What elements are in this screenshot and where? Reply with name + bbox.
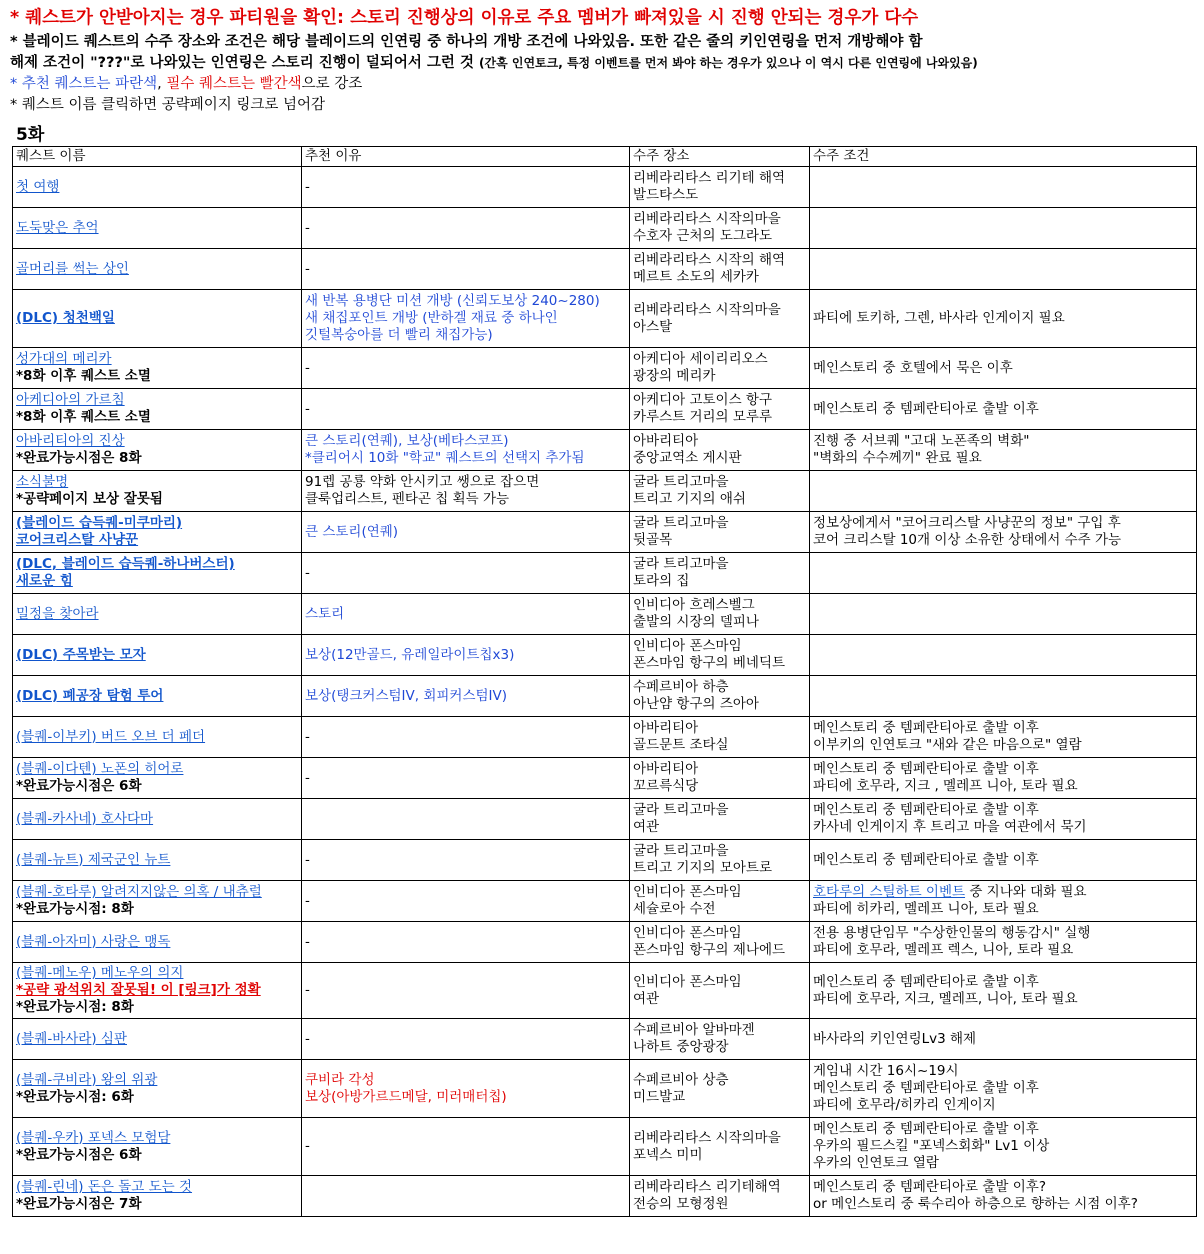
condition-line: 메인스토리 중 템페란티아로 출발 이후: [813, 761, 1039, 777]
location-cell: [630, 348, 810, 389]
reason-line: 쿠비라 각성: [305, 1071, 375, 1088]
quest-name-cell: [13, 553, 302, 594]
quest-table: [12, 146, 1197, 1217]
reason-line: -: [305, 1030, 310, 1047]
quest-note: *완료가능시점은 6화: [16, 1146, 142, 1163]
location-line: 굴라 트리고마을: [633, 843, 729, 859]
table-row: [13, 922, 1197, 963]
quest-name-link-line2[interactable]: 코어크리스탈 사냥꾼: [16, 532, 139, 548]
reason-cell: [302, 512, 630, 553]
location-line: 아케디아 고토이스 항구: [633, 392, 772, 408]
condition-text: 중 지나와 대화 필요: [965, 884, 1087, 900]
location-line: 아바리티아: [633, 433, 699, 449]
reason-line: 보상(12만골드, 유레일라이트칩x3): [305, 646, 515, 663]
quest-name-link[interactable]: 아케디아의 가르침: [16, 392, 125, 408]
quest-name-cell: [13, 1176, 302, 1217]
location-cell: [630, 758, 810, 799]
table-row: [13, 881, 1197, 922]
reason-cell: [302, 758, 630, 799]
reason-cell: [302, 635, 630, 676]
quest-name-cell: [13, 1118, 302, 1176]
location-cell: [630, 840, 810, 881]
legend-comma: ,: [157, 76, 167, 92]
condition-line: 진행 중 서브퀘 "고대 노폰족의 벽화": [813, 433, 1030, 449]
table-body: [13, 167, 1197, 1217]
condition-line: 우카의 인연토크 열람: [813, 1155, 939, 1171]
quest-name-cell: [13, 963, 302, 1019]
quest-note: *완료가능시점은 7화: [16, 1196, 142, 1212]
quest-name-link[interactable]: (블퀘-이부키) 버드 오브 더 페더: [16, 728, 206, 745]
location-line: 굴라 트리고마을: [633, 802, 729, 818]
header-location: 수주 장소: [630, 147, 810, 167]
location-line: 인비디아 흐레스벨그: [633, 597, 755, 613]
quest-name-link[interactable]: 아바리티아의 진상: [16, 433, 125, 449]
table-row: [13, 963, 1197, 1019]
table-row: [13, 799, 1197, 840]
quest-note: *완료가능시점은 6화: [16, 778, 142, 794]
quest-name-link[interactable]: (DLC) 폐공장 탐험 투어: [16, 687, 164, 704]
reason-cell: [302, 676, 630, 717]
location-line: 수페르비아 상층: [633, 1071, 729, 1088]
condition-line: 파티에 히카리, 멜레프 니아, 토라 필요: [813, 901, 1039, 917]
legend-suffix: 으로 강조: [301, 76, 363, 92]
condition-cell: [810, 676, 1197, 717]
quest-note: *공략페이지 보상 잘못됨: [16, 491, 163, 507]
quest-name-cell: [13, 348, 302, 389]
reason-cell: [302, 1019, 630, 1060]
quest-name-link[interactable]: 소식불명: [16, 474, 69, 490]
location-line: 인비디아 폰스마임: [633, 973, 742, 990]
location-cell: [630, 676, 810, 717]
reason-cell: [302, 208, 630, 249]
note-party-warning: * 퀘스트가 안받아지는 경우 파티원을 확인: 스토리 진행상의 이유로 주요 멤버가 빠져있을 시 진행 안되는 경우가 다수: [10, 8, 919, 28]
reason-line: 보상(탱크커스텀IV, 회피커스텀IV): [305, 687, 508, 704]
condition-cell: [810, 290, 1197, 348]
table-row: [13, 840, 1197, 881]
condition-line: 파티에 호무라/히카리 인게이지: [813, 1097, 996, 1113]
quest-name-cell: [13, 208, 302, 249]
condition-line: 파티에 호무라, 지크, 멜레프, 니아, 토라 필요: [813, 990, 1078, 1007]
reason-cell: [302, 290, 630, 348]
location-line: 포넥스 미미: [633, 1146, 703, 1163]
reason-line: 큰 스토리(연퀘): [305, 523, 399, 540]
location-cell: [630, 881, 810, 922]
location-line: 수호자 근처의 도그라도: [633, 228, 772, 244]
condition-line: 메인스토리 중 템페란티아로 출발 이후: [813, 1080, 1039, 1096]
condition-line: 우카의 필드스킬 "포넥스회화" Lv1 이상: [813, 1138, 1050, 1154]
reason-cell: [302, 471, 630, 512]
location-line: 인비디아 폰스마임: [633, 925, 742, 941]
quest-name-cell: [13, 922, 302, 963]
quest-name-link[interactable]: (블퀘-쿠비라) 왕의 위광: [16, 1071, 158, 1088]
reason-line: 새 채집포인트 개방 (반하겔 재료 중 하나인: [305, 310, 558, 326]
quest-name-cell: [13, 389, 302, 430]
location-cell: [630, 430, 810, 471]
quest-name-link[interactable]: 도둑맞은 추억: [16, 219, 99, 236]
condition-line: 바사라의 키인연링Lv3 해제: [813, 1030, 977, 1047]
reason-cell: [302, 922, 630, 963]
quest-name-cell: [13, 676, 302, 717]
location-line: 토라의 집: [633, 573, 690, 589]
reason-line: 깃털복숭아를 더 빨리 채집가능): [305, 327, 493, 343]
table-row: [13, 430, 1197, 471]
condition-cell: [810, 1060, 1197, 1118]
location-cell: [630, 1118, 810, 1176]
condition-cell: [810, 799, 1197, 840]
location-cell: [630, 963, 810, 1019]
note-unlock-main: 해제 조건이 "???"로 나와있는 인연링은 스토리 진행이 덜되어서 그런 것: [10, 55, 480, 71]
reason-line: -: [305, 400, 310, 417]
reason-line: -: [305, 982, 310, 998]
quest-note: *8화 이후 퀘스트 소멸: [16, 409, 151, 425]
quest-name-link[interactable]: (블퀘-메노우) 메노우의 의지: [16, 965, 184, 981]
reason-cell: [302, 963, 630, 1019]
condition-line: 전용 용병단임무 "수상한인물의 행동감시" 실행: [813, 925, 1091, 941]
quest-name-cell: [13, 635, 302, 676]
condition-line: or 메인스토리 중 룩수리아 하층으로 향하는 시점 이후?: [813, 1196, 1138, 1212]
location-line: 폰스마임 항구의 베네딕트: [633, 655, 786, 671]
reason-line: -: [305, 851, 310, 868]
quest-name-cell: [13, 881, 302, 922]
condition-cell: [810, 348, 1197, 389]
note-color-legend: [10, 74, 1194, 95]
legend-prefix: *: [10, 76, 22, 92]
reason-line: 보상(아방가르드메달, 미러매터칩): [305, 1088, 507, 1105]
condition-line: 코어 크리스탈 10개 이상 소유한 상태에서 수주 가능: [813, 532, 1122, 548]
location-line: 아스탈: [633, 318, 673, 335]
reason-cell: [302, 430, 630, 471]
quest-note: *완료가능시점: 8화: [16, 999, 134, 1015]
reason-cell: [302, 594, 630, 635]
location-line: 굴라 트리고마을: [633, 515, 729, 531]
condition-line: 메인스토리 중 템페란티아로 출발 이후: [813, 1121, 1039, 1137]
condition-cell: [810, 594, 1197, 635]
condition-cell: [810, 471, 1197, 512]
reason-line: -: [305, 892, 310, 909]
location-cell: [630, 167, 810, 208]
condition-cell: [810, 840, 1197, 881]
table-row: [13, 676, 1197, 717]
location-cell: [630, 1019, 810, 1060]
quest-name-cell: [13, 1060, 302, 1118]
quest-name-link[interactable]: 첫 여행: [16, 178, 60, 195]
reason-line: -: [305, 359, 310, 376]
condition-line: 메인스토리 중 템페란티아로 출발 이후: [813, 720, 1039, 736]
condition-line: 정보상에게서 "코어크리스탈 사냥꾼의 정보" 구입 후: [813, 515, 1121, 531]
condition-line: 게임내 시간 16시~19시: [813, 1063, 959, 1079]
reason-line: -: [305, 219, 310, 236]
condition-line: 메인스토리 중 템페란티아로 출발 이후: [813, 851, 1039, 868]
condition-cell: [810, 922, 1197, 963]
quest-name-link[interactable]: 성가대의 메리카: [16, 351, 112, 367]
reason-line: 스토리: [305, 605, 345, 622]
location-line: 골드문트 조타실: [633, 737, 729, 753]
location-line: 아바리티아: [633, 720, 699, 736]
location-cell: [630, 799, 810, 840]
header-quest-name: 퀘스트 이름: [13, 147, 302, 167]
quest-name-link[interactable]: (블레이드 습득퀘-미쿠마리): [16, 515, 183, 531]
quest-note: *완료가능시점: 8화: [16, 901, 134, 917]
table-row: [13, 348, 1197, 389]
location-line: 아난얌 항구의 즈아아: [633, 696, 759, 712]
location-line: 인비디아 폰스마임: [633, 638, 742, 654]
table-row: [13, 1060, 1197, 1118]
legend-required: 필수 퀘스트는 빨간색: [166, 76, 302, 92]
quest-name-cell: [13, 249, 302, 290]
reason-line: -: [305, 178, 310, 195]
condition-cell: [810, 1176, 1197, 1217]
quest-name-link[interactable]: (블퀘-우카) 포넥스 모험담: [16, 1129, 171, 1146]
reason-cell: [302, 1060, 630, 1118]
quest-name-link[interactable]: (블퀘-바사라) 심판: [16, 1030, 127, 1047]
condition-cell: [810, 167, 1197, 208]
location-line: 인비디아 폰스마임: [633, 884, 742, 900]
location-line: 굴라 트리고마을: [633, 556, 729, 572]
reason-cell: [302, 717, 630, 758]
table-row: [13, 1118, 1197, 1176]
location-cell: [630, 512, 810, 553]
location-line: 전승의 모형정원: [633, 1196, 729, 1212]
quest-name-cell: [13, 717, 302, 758]
location-cell: [630, 249, 810, 290]
location-line: 리베라리타스 시작의 해역: [633, 252, 786, 268]
quest-name-link[interactable]: 밀정을 찾아라: [16, 605, 99, 622]
condition-line: 메인스토리 중 템페란티아로 출발 이후: [813, 400, 1039, 417]
quest-name-cell: [13, 799, 302, 840]
quest-name-link[interactable]: (블퀘-아자미) 사랑은 맹독: [16, 933, 171, 950]
location-cell: [630, 1060, 810, 1118]
table-row: [13, 389, 1197, 430]
table-row: [13, 512, 1197, 553]
quest-warning-note[interactable]: *공략 광석위치 잘못됨! 이 [링크]가 정확: [16, 982, 261, 998]
note-blade-quest: * 블레이드 퀘스트의 수주 장소와 조건은 해당 블레이드의 인연링 중 하나의 개방 조건에 나와있음. 또한 같은 줄의 키인연링을 먼저 개방해야 함: [10, 34, 923, 50]
location-line: 중앙교역소 게시판: [633, 450, 742, 466]
quest-name-cell: [13, 512, 302, 553]
quest-name-cell: [13, 840, 302, 881]
location-line: 리베라리타스 리기테 해역: [633, 170, 786, 186]
condition-cell: [810, 1118, 1197, 1176]
quest-name-cell: [13, 471, 302, 512]
note-link-hint: * 퀘스트 이름 클릭하면 공략페이지 링크로 넘어감: [10, 97, 326, 113]
quest-name-link[interactable]: (DLC, 블레이드 습득퀘-하나버스터): [16, 556, 235, 572]
condition-cell: [810, 249, 1197, 290]
table-row: [13, 290, 1197, 348]
condition-line: "벽화의 수수께끼" 완료 필요: [813, 450, 982, 466]
quest-name-link-line2[interactable]: 새로운 힘: [16, 573, 73, 589]
location-line: 수페르비아 알바마겐: [633, 1022, 755, 1038]
quest-name-link[interactable]: (DLC) 주목받는 모자: [16, 646, 146, 663]
table-row: [13, 471, 1197, 512]
reason-cell: [302, 167, 630, 208]
reason-cell: [302, 553, 630, 594]
location-line: 카루스트 거리의 모루루: [633, 409, 772, 425]
table-row: [13, 594, 1197, 635]
reason-cell: [302, 389, 630, 430]
condition-cell: [810, 963, 1197, 1019]
condition-line: 파티에 호무라, 멜레프 렉스, 니아, 토라 필요: [813, 942, 1074, 958]
location-line: 메르트 소도의 세카카: [633, 269, 759, 285]
reason-line: -: [305, 1138, 310, 1154]
condition-cell: [810, 635, 1197, 676]
location-line: 광장의 메리카: [633, 368, 716, 384]
condition-line: 메인스토리 중 템페란티아로 출발 이후?: [813, 1179, 1046, 1195]
reason-cell: [302, 881, 630, 922]
reason-line: -: [305, 769, 310, 786]
notes-section: [0, 0, 1204, 116]
table-row: [13, 635, 1197, 676]
event-link[interactable]: 호타루의 스틸하트 이벤트: [813, 884, 966, 900]
quest-name-cell: [13, 594, 302, 635]
reason-cell: [302, 249, 630, 290]
note-unlock-condition: [10, 53, 1194, 74]
condition-cell: [810, 389, 1197, 430]
header-condition: 수주 조건: [810, 147, 1197, 167]
condition-line: 파티에 토키하, 그렌, 바사라 인게이지 필요: [813, 310, 1065, 326]
table-row: [13, 208, 1197, 249]
condition-cell: [810, 512, 1197, 553]
reason-line: 새 반복 용병단 미션 개방 (신뢰도보상 240~280): [305, 293, 600, 309]
location-cell: [630, 290, 810, 348]
location-line: 트리고 기지의 애쉬: [633, 491, 746, 507]
reason-cell: [302, 1118, 630, 1176]
condition-line: 카사네 인게이지 후 트리고 마을 여관에서 묵기: [813, 819, 1087, 835]
quest-note: *완료가능시점: 6화: [16, 1088, 134, 1105]
location-line: 굴라 트리고마을: [633, 474, 729, 490]
chapter-title: 5화: [16, 125, 45, 145]
note-unlock-small: (간혹 인연토크, 특정 이벤트를 먼저 봐야 하는 경우가 있으나 이 역시 다른 인연링에 나와있음): [479, 56, 978, 70]
condition-cell: [810, 881, 1197, 922]
location-cell: [630, 922, 810, 963]
condition-cell: [810, 758, 1197, 799]
condition-line: 이부키의 인연토크 "새와 같은 마음으로" 열람: [813, 737, 1082, 753]
table-header-row: [13, 147, 1197, 167]
location-line: 폰스마임 항구의 제나에드: [633, 942, 786, 958]
location-cell: [630, 208, 810, 249]
location-line: 뒷골목: [633, 532, 673, 548]
location-cell: [630, 389, 810, 430]
location-line: 리베라리타스 시작의마을: [633, 301, 781, 318]
location-cell: [630, 635, 810, 676]
reason-line: -: [305, 728, 310, 745]
table-row: [13, 167, 1197, 208]
reason-cell: [302, 840, 630, 881]
reason-line: -: [305, 933, 310, 950]
location-line: 꼬르륵식당: [633, 778, 699, 794]
table-row: [13, 758, 1197, 799]
location-cell: [630, 717, 810, 758]
location-line: 발드타스도: [633, 187, 699, 203]
location-cell: [630, 594, 810, 635]
location-line: 미드발교: [633, 1088, 686, 1105]
condition-line: [813, 884, 1193, 901]
location-cell: [630, 553, 810, 594]
condition-line: 파티에 호무라, 지크 , 멜레프 니아, 토라 필요: [813, 778, 1078, 794]
quest-name-cell: [13, 1019, 302, 1060]
quest-name-cell: [13, 167, 302, 208]
location-line: 리베라리타스 리기테해역: [633, 1179, 781, 1195]
condition-cell: [810, 208, 1197, 249]
quest-note: *8화 이후 퀘스트 소멸: [16, 368, 151, 384]
reason-line: 큰 스토리(연퀘), 보상(베타스코프): [305, 433, 509, 449]
quest-name-link[interactable]: (블퀘-뉴트) 제국군인 뉴트: [16, 851, 171, 868]
condition-cell: [810, 717, 1197, 758]
quest-name-link[interactable]: (DLC) 청천백일: [16, 310, 115, 326]
location-line: 여관: [633, 819, 660, 835]
quest-name-link[interactable]: 골머리를 썩는 상인: [16, 260, 129, 277]
location-cell: [630, 1176, 810, 1217]
reason-line: 클룩업리스트, 펜타곤 칩 획득 가능: [305, 491, 510, 507]
reason-line: -: [305, 260, 310, 277]
quest-name-link[interactable]: (블퀘-카사네) 호사다마: [16, 810, 154, 827]
location-line: 리베라리타스 시작의마을: [633, 1129, 781, 1146]
condition-cell: [810, 1019, 1197, 1060]
table-row: [13, 249, 1197, 290]
location-line: 리베라리타스 시작의마을: [633, 211, 781, 227]
location-cell: [630, 471, 810, 512]
table-row: [13, 1019, 1197, 1060]
reason-line: 91렙 공룡 약화 안시키고 쌩으로 잡으면: [305, 474, 540, 490]
location-line: 출발의 시장의 델피나: [633, 614, 759, 630]
condition-line: 메인스토리 중 템페란티아로 출발 이후: [813, 802, 1039, 818]
quest-note: *완료가능시점은 8화: [16, 450, 142, 466]
quest-name-link[interactable]: (블퀘-이다텐) 노폰의 히어로: [16, 761, 184, 777]
condition-cell: [810, 553, 1197, 594]
quest-name-link[interactable]: (블퀘-린네) 돈은 돌고 도는 것: [16, 1179, 193, 1195]
legend-recommended: 추천 퀘스트는 파란색: [21, 76, 158, 92]
table-row: [13, 717, 1197, 758]
condition-cell: [810, 430, 1197, 471]
table-row: [13, 1176, 1197, 1217]
location-line: 아바리티아: [633, 761, 699, 777]
quest-name-cell: [13, 290, 302, 348]
reason-line: *클리어시 10화 "학교" 퀘스트의 선택지 추가됨: [305, 450, 585, 466]
condition-line: 메인스토리 중 템페란티아로 출발 이후: [813, 973, 1039, 990]
location-line: 나하트 중앙광장: [633, 1039, 729, 1055]
reason-cell: [302, 799, 630, 840]
quest-name-cell: [13, 430, 302, 471]
location-line: 수페르비아 하층: [633, 679, 729, 695]
condition-line: 메인스토리 중 호텔에서 묵은 이후: [813, 359, 1013, 376]
location-line: 세슐로아 수전: [633, 901, 716, 917]
reason-cell: [302, 348, 630, 389]
location-line: 여관: [633, 990, 660, 1007]
quest-name-link[interactable]: (블퀘-호타루) 알려지지않은 의혹 / 내츄럴: [16, 884, 262, 900]
location-line: 트리고 기지의 모아트로: [633, 860, 772, 876]
location-line: 아케디아 세이리리오스: [633, 351, 768, 367]
table-row: [13, 553, 1197, 594]
quest-name-cell: [13, 758, 302, 799]
reason-line: -: [305, 564, 310, 581]
reason-cell: [302, 1176, 630, 1217]
header-reason: 추천 이유: [302, 147, 630, 167]
